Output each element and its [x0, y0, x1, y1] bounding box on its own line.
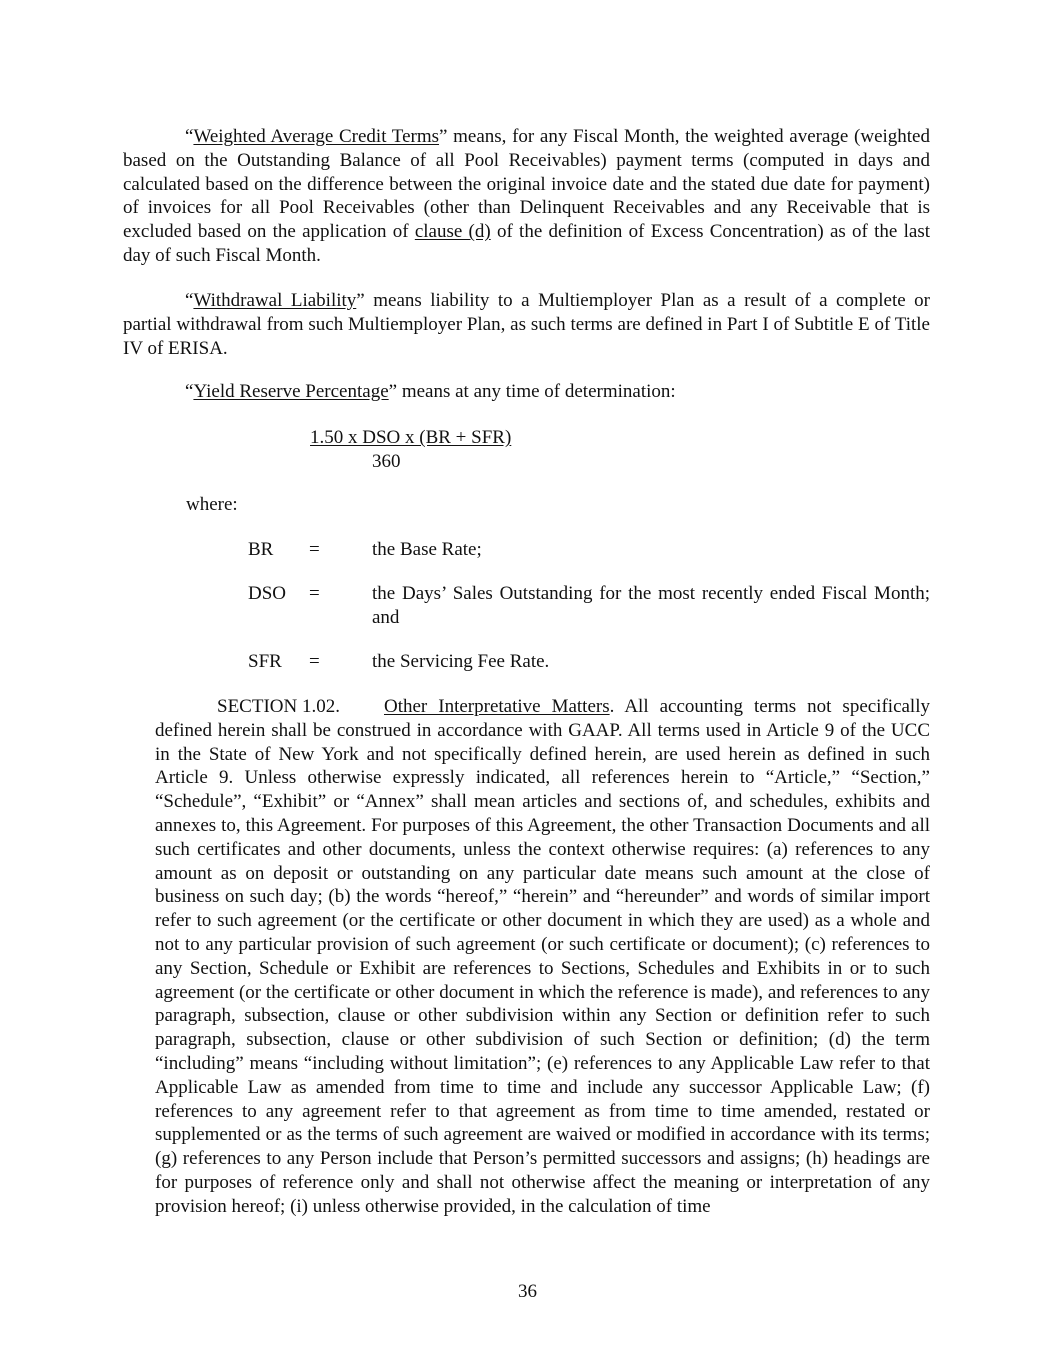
- section-number: SECTION 1.02.: [217, 696, 340, 717]
- formula-numerator: 1.50 x DSO x (BR + SFR): [310, 427, 512, 448]
- equals-sign: =: [309, 583, 320, 604]
- definition-weighted-average-credit-terms: “Weighted Average Credit Terms” means, for any Fiscal Month, the weighted average (weighted based on the Outstanding Balance of all Pool Receivables) payment terms (computed in days and calculated based on the difference between the original invoice date and the stated due date for payment) of invoices for all Pool Receivables (other than Delinquent Receivables and any Receivable that is excluded based on the application of clause (d) of the definition of Excess Concentration) as of the last day of such Fiscal Month.: [123, 126, 930, 266]
- clause-reference: clause (d): [414, 221, 491, 243]
- equals-sign: =: [309, 651, 320, 672]
- where-label: where:: [186, 494, 238, 515]
- equals-sign: =: [309, 539, 320, 560]
- defined-term: Weighted Average Credit Terms: [193, 126, 440, 147]
- section-title: Other Interpretative Matters: [384, 696, 610, 717]
- variable-term: DSO: [248, 583, 287, 604]
- variable-description: the Servicing Fee Rate.: [372, 651, 550, 672]
- variable-description: the Days’ Sales Outstanding for the most recently ended Fiscal Month; and: [372, 583, 930, 628]
- definition-withdrawal-liability: “Withdrawal Liability” means liability to a Multiemployer Plan as a result of a complete or partial withdrawal from such Multiemployer Plan, as such terms are defined in Part I of Subtitle E of Title IV of ERISA.: [123, 290, 930, 359]
- definition-yield-reserve-percentage: “Yield Reserve Percentage” means at any time of determination:: [185, 381, 676, 402]
- variable-term: BR: [248, 539, 274, 560]
- page-number: 36: [518, 1281, 537, 1302]
- yield-reserve-formula: [310, 426, 511, 474]
- section-1-02: [155, 695, 930, 1219]
- variable-term: SFR: [248, 651, 282, 672]
- section-body: . All accounting terms not specifically defined herein shall be construed in accordance with GAAP. All terms used in Article 9 of the UCC in the State of New York and not specifically defined herein, are used herein as defined in such Article 9. Unless otherwise expressly indicated, all references herein to “Article,” “Section,” “Schedule”, “Exhibit” or “Annex” shall mean articles and sections of, and schedules, exhibits and annexes to, this Agreement. For purposes of this Agreement, the other Transaction Documents and all such certificates and other documents, unless the context otherwise requires: (a) references to any amount as on deposit or outstanding on any particular date means such amount at the close of business on such day; (b) the words “hereof,” “herein” and “hereunder” and words of similar import refer to such agreement (or the certificate or other document in which they are used) as a whole and not to any particular provision of such agreement (or such certificate or document); (c) references to any Section, Schedule or Exhibit are references to Sections, Schedules and Exhibits in or to such agreement (or the certificate or other document in which the reference is made), and references to any paragraph, subsection, clause or other subdivision within any Section or definition refer to such paragraph, subsection, clause or other subdivision of such Section or definition; (d) the term “including” means “including without limitation”; (e) references to any Applicable Law refer to that Applicable Law as amended from time to time and include any successor Applicable Law; (f) references to any agreement refer to that agreement as from time to time amended, restated or supplemented or as the terms of such agreement are waived or modified in accordance with its terms; (g) references to any Person include that Person’s permitted successors and assigns; (h) headings are for purposes of reference only and shall not otherwise affect the meaning or interpretation of any provision hereof; (i) unless otherwise provided, in the calculation of time: [155, 696, 930, 1217]
- formula-denominator: 360: [372, 450, 401, 472]
- defined-term: Yield Reserve Percentage: [193, 381, 389, 402]
- variable-description: the Base Rate;: [372, 539, 482, 560]
- defined-term: Withdrawal Liability: [193, 290, 357, 311]
